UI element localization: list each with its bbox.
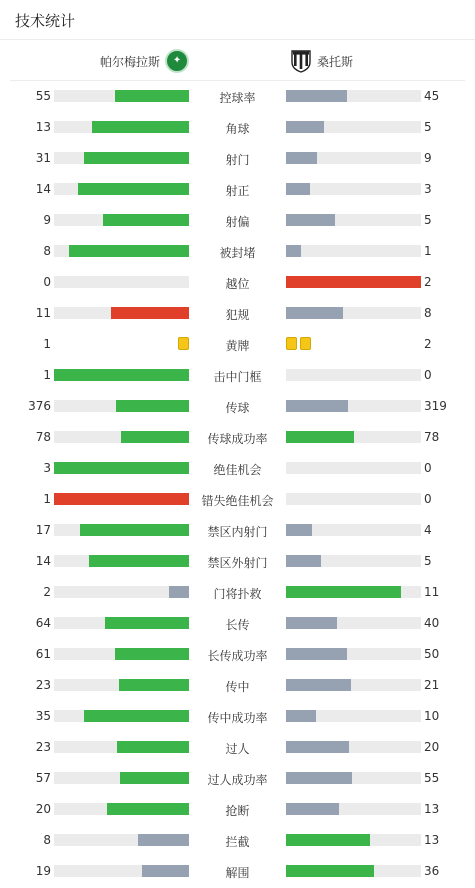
home-stat-bar <box>54 152 189 164</box>
home-stat-value: 17 <box>35 523 51 537</box>
away-yellow-cards <box>286 337 311 351</box>
home-stat-bar <box>54 462 189 474</box>
home-stat-bar-fill <box>138 834 189 846</box>
stat-row <box>0 329 475 360</box>
away-stat-value: 13 <box>424 802 440 816</box>
away-team[interactable] <box>290 41 353 81</box>
stat-row <box>0 856 475 887</box>
away-stat-value: 36 <box>424 864 440 878</box>
away-stat-bar <box>286 307 421 319</box>
away-stat-bar-fill <box>286 431 354 443</box>
stat-row <box>0 577 475 608</box>
away-stat-value: 8 <box>424 306 432 320</box>
stat-row <box>0 174 475 205</box>
stat-label: 被封堵 <box>219 246 256 260</box>
home-stat-bar <box>54 276 189 288</box>
away-stat-bar-fill <box>286 214 335 226</box>
home-stat-bar <box>54 245 189 257</box>
home-stat-bar-fill <box>54 493 189 505</box>
yellow-card-icon <box>300 337 311 350</box>
away-stat-bar <box>286 369 421 381</box>
away-stat-value: 4 <box>424 523 432 537</box>
home-stat-bar <box>54 307 189 319</box>
away-stat-bar-fill <box>286 772 352 784</box>
away-stat-value: 45 <box>424 89 440 103</box>
stat-row <box>0 112 475 143</box>
home-stat-bar <box>54 772 189 784</box>
stat-row <box>0 515 475 546</box>
yellow-card-icon <box>286 337 297 350</box>
away-stat-bar-fill <box>286 648 347 660</box>
stat-label: 射正 <box>225 184 250 198</box>
stat-row <box>0 453 475 484</box>
away-stat-bar-fill <box>286 834 370 846</box>
away-stat-bar-fill <box>286 710 316 722</box>
home-stat-bar-fill <box>78 183 189 195</box>
home-stat-bar-fill <box>142 865 189 877</box>
stat-label: 错失绝佳机会 <box>201 494 274 508</box>
home-team-name: 帕尔梅拉斯 <box>100 54 161 69</box>
home-stat-bar-fill <box>92 121 189 133</box>
home-stat-value: 14 <box>35 554 51 568</box>
away-stat-bar-fill <box>286 524 312 536</box>
stat-row <box>0 81 475 112</box>
stat-label: 过人 <box>225 742 250 756</box>
stat-label: 禁区外射门 <box>207 556 268 570</box>
home-stat-bar-fill <box>54 369 189 381</box>
home-stat-value: 3 <box>43 461 51 475</box>
away-stat-bar <box>286 121 421 133</box>
home-stat-bar-fill <box>69 245 189 257</box>
yellow-card-icon <box>178 337 189 350</box>
home-stat-value: 1 <box>43 337 51 351</box>
away-stat-bar <box>286 648 421 660</box>
home-team[interactable] <box>100 41 189 81</box>
away-stat-value: 0 <box>424 368 432 382</box>
stat-row <box>0 701 475 732</box>
stat-row <box>0 825 475 856</box>
stat-label: 拦截 <box>225 835 250 849</box>
away-stat-bar <box>286 679 421 691</box>
home-stat-bar-fill <box>115 648 189 660</box>
home-stat-bar <box>54 400 189 412</box>
santos-crest-icon <box>290 49 312 73</box>
home-stat-value: 78 <box>35 430 51 444</box>
away-stat-bar-fill <box>286 586 401 598</box>
away-stat-bar-fill <box>286 400 348 412</box>
stat-row <box>0 670 475 701</box>
away-stat-bar-fill <box>286 307 343 319</box>
stat-label: 角球 <box>225 122 250 136</box>
home-stat-bar-fill <box>117 741 189 753</box>
away-stat-bar <box>286 214 421 226</box>
home-stat-bar <box>54 803 189 815</box>
away-stat-value: 50 <box>424 647 440 661</box>
away-stat-value: 5 <box>424 120 432 134</box>
home-stat-bar <box>54 586 189 598</box>
away-stat-bar <box>286 493 421 505</box>
home-stat-value: 55 <box>35 89 51 103</box>
stat-label: 传中 <box>225 680 250 694</box>
home-stat-value: 8 <box>43 244 51 258</box>
home-stat-bar <box>54 431 189 443</box>
home-stat-value: 20 <box>35 802 51 816</box>
home-stat-value: 61 <box>35 647 51 661</box>
away-stat-bar <box>286 710 421 722</box>
away-stat-bar <box>286 865 421 877</box>
home-stat-value: 0 <box>43 275 51 289</box>
home-stat-bar <box>54 555 189 567</box>
home-stat-bar <box>54 865 189 877</box>
away-stat-value: 5 <box>424 213 432 227</box>
away-stat-bar <box>286 276 421 288</box>
away-stat-bar-fill <box>286 121 324 133</box>
stat-label: 过人成功率 <box>207 773 268 787</box>
home-stat-bar-fill <box>103 214 189 226</box>
home-stat-bar-fill <box>116 400 189 412</box>
away-stat-bar <box>286 772 421 784</box>
away-stat-value: 319 <box>424 399 447 413</box>
stat-row <box>0 546 475 577</box>
stat-row <box>0 763 475 794</box>
away-stat-bar-fill <box>286 803 339 815</box>
home-stat-value: 64 <box>35 616 51 630</box>
home-stat-bar <box>54 90 189 102</box>
away-stat-value: 11 <box>424 585 440 599</box>
home-stat-value: 376 <box>28 399 51 413</box>
stat-label: 射偏 <box>225 215 250 229</box>
away-stat-value: 1 <box>424 244 432 258</box>
away-stat-bar-fill <box>286 679 351 691</box>
away-stat-bar-fill <box>286 152 317 164</box>
away-stat-value: 10 <box>424 709 440 723</box>
home-stat-bar-fill <box>54 462 189 474</box>
away-stat-value: 9 <box>424 151 432 165</box>
stat-label: 犯规 <box>225 308 250 322</box>
stat-label: 传球 <box>225 401 250 415</box>
away-stat-bar <box>286 400 421 412</box>
stat-row <box>0 794 475 825</box>
away-stat-bar <box>286 555 421 567</box>
home-stat-bar <box>54 617 189 629</box>
home-stat-bar-fill <box>121 431 189 443</box>
home-stat-value: 9 <box>43 213 51 227</box>
stat-label: 禁区内射门 <box>207 525 268 539</box>
away-stat-value: 5 <box>424 554 432 568</box>
home-stat-value: 8 <box>43 833 51 847</box>
home-stat-bar <box>54 121 189 133</box>
home-stat-bar <box>54 834 189 846</box>
away-stat-value: 0 <box>424 492 432 506</box>
away-stat-bar <box>286 834 421 846</box>
away-stat-bar-fill <box>286 865 374 877</box>
home-stat-value: 2 <box>43 585 51 599</box>
away-stat-bar <box>286 152 421 164</box>
away-stat-value: 78 <box>424 430 440 444</box>
away-stat-value: 0 <box>424 461 432 475</box>
away-stat-bar <box>286 245 421 257</box>
stat-row <box>0 391 475 422</box>
away-stat-value: 13 <box>424 833 440 847</box>
stat-label: 传球成功率 <box>207 432 268 446</box>
home-yellow-cards <box>178 337 189 351</box>
page-title: 技术统计 <box>15 12 76 30</box>
stat-label: 控球率 <box>219 91 256 105</box>
away-stat-bar <box>286 524 421 536</box>
stat-label: 传中成功率 <box>207 711 268 725</box>
stat-label: 解围 <box>225 866 250 880</box>
away-stat-bar <box>286 462 421 474</box>
stat-label: 门将扑救 <box>213 587 262 601</box>
stat-row <box>0 639 475 670</box>
stat-row <box>0 298 475 329</box>
away-stat-value: 20 <box>424 740 440 754</box>
home-stat-bar <box>54 710 189 722</box>
stat-label: 射门 <box>225 153 250 167</box>
stat-row <box>0 484 475 515</box>
home-stat-bar <box>54 183 189 195</box>
home-stat-bar-fill <box>105 617 189 629</box>
home-stat-bar <box>54 493 189 505</box>
away-stat-value: 55 <box>424 771 440 785</box>
home-stat-bar-fill <box>120 772 189 784</box>
stat-row <box>0 422 475 453</box>
team-header <box>10 41 465 81</box>
stat-row <box>0 732 475 763</box>
home-stat-bar-fill <box>115 90 189 102</box>
home-stat-bar-fill <box>84 710 189 722</box>
home-stat-bar-fill <box>111 307 189 319</box>
stat-label: 击中门框 <box>213 370 262 384</box>
home-stat-value: 23 <box>35 740 51 754</box>
home-stat-value: 23 <box>35 678 51 692</box>
stat-row <box>0 236 475 267</box>
home-stat-bar <box>54 214 189 226</box>
home-stat-bar <box>54 648 189 660</box>
stat-row <box>0 267 475 298</box>
home-stat-value: 35 <box>35 709 51 723</box>
home-stat-value: 1 <box>43 492 51 506</box>
home-stat-bar-fill <box>80 524 189 536</box>
away-stat-bar <box>286 803 421 815</box>
home-stat-value: 11 <box>35 306 51 320</box>
home-stat-value: 19 <box>35 864 51 878</box>
away-stat-value: 2 <box>424 337 432 351</box>
stat-label: 越位 <box>225 277 250 291</box>
home-stat-bar-fill <box>107 803 189 815</box>
home-stat-bar-fill <box>89 555 189 567</box>
stat-label: 抢断 <box>225 804 250 818</box>
home-stat-value: 14 <box>35 182 51 196</box>
home-stat-bar <box>54 524 189 536</box>
stat-row <box>0 360 475 391</box>
home-stat-value: 57 <box>35 771 51 785</box>
home-stat-value: 13 <box>35 120 51 134</box>
stat-row <box>0 205 475 236</box>
title-bar <box>0 0 475 40</box>
away-stat-bar <box>286 741 421 753</box>
stat-label: 长传 <box>225 618 250 632</box>
home-stat-bar <box>54 369 189 381</box>
away-stat-bar <box>286 617 421 629</box>
away-stat-bar-fill <box>286 90 347 102</box>
home-stat-value: 31 <box>35 151 51 165</box>
home-stat-bar <box>54 679 189 691</box>
away-stat-value: 3 <box>424 182 432 196</box>
away-stat-bar <box>286 90 421 102</box>
stat-label: 黄牌 <box>225 339 250 353</box>
away-stat-bar-fill <box>286 741 349 753</box>
stat-row <box>0 608 475 639</box>
away-stat-bar-fill <box>286 183 310 195</box>
home-stat-bar-fill <box>169 586 189 598</box>
away-team-name: 桑托斯 <box>317 54 354 69</box>
away-stat-bar <box>286 586 421 598</box>
away-stat-value: 21 <box>424 678 440 692</box>
stat-row <box>0 143 475 174</box>
away-stat-bar <box>286 431 421 443</box>
away-stat-value: 40 <box>424 616 440 630</box>
away-stat-bar-fill <box>286 555 321 567</box>
home-stat-value: 1 <box>43 368 51 382</box>
stat-label: 绝佳机会 <box>213 463 262 477</box>
away-stat-bar-fill <box>286 245 301 257</box>
away-stat-bar-fill <box>286 617 337 629</box>
palmeiras-crest-icon: ✦ <box>165 49 189 73</box>
away-stat-bar <box>286 183 421 195</box>
stat-label: 长传成功率 <box>207 649 268 663</box>
home-stat-bar <box>54 741 189 753</box>
home-stat-bar-fill <box>119 679 189 691</box>
away-stat-bar-fill <box>286 276 421 288</box>
home-stat-bar-fill <box>84 152 189 164</box>
away-stat-value: 2 <box>424 275 432 289</box>
